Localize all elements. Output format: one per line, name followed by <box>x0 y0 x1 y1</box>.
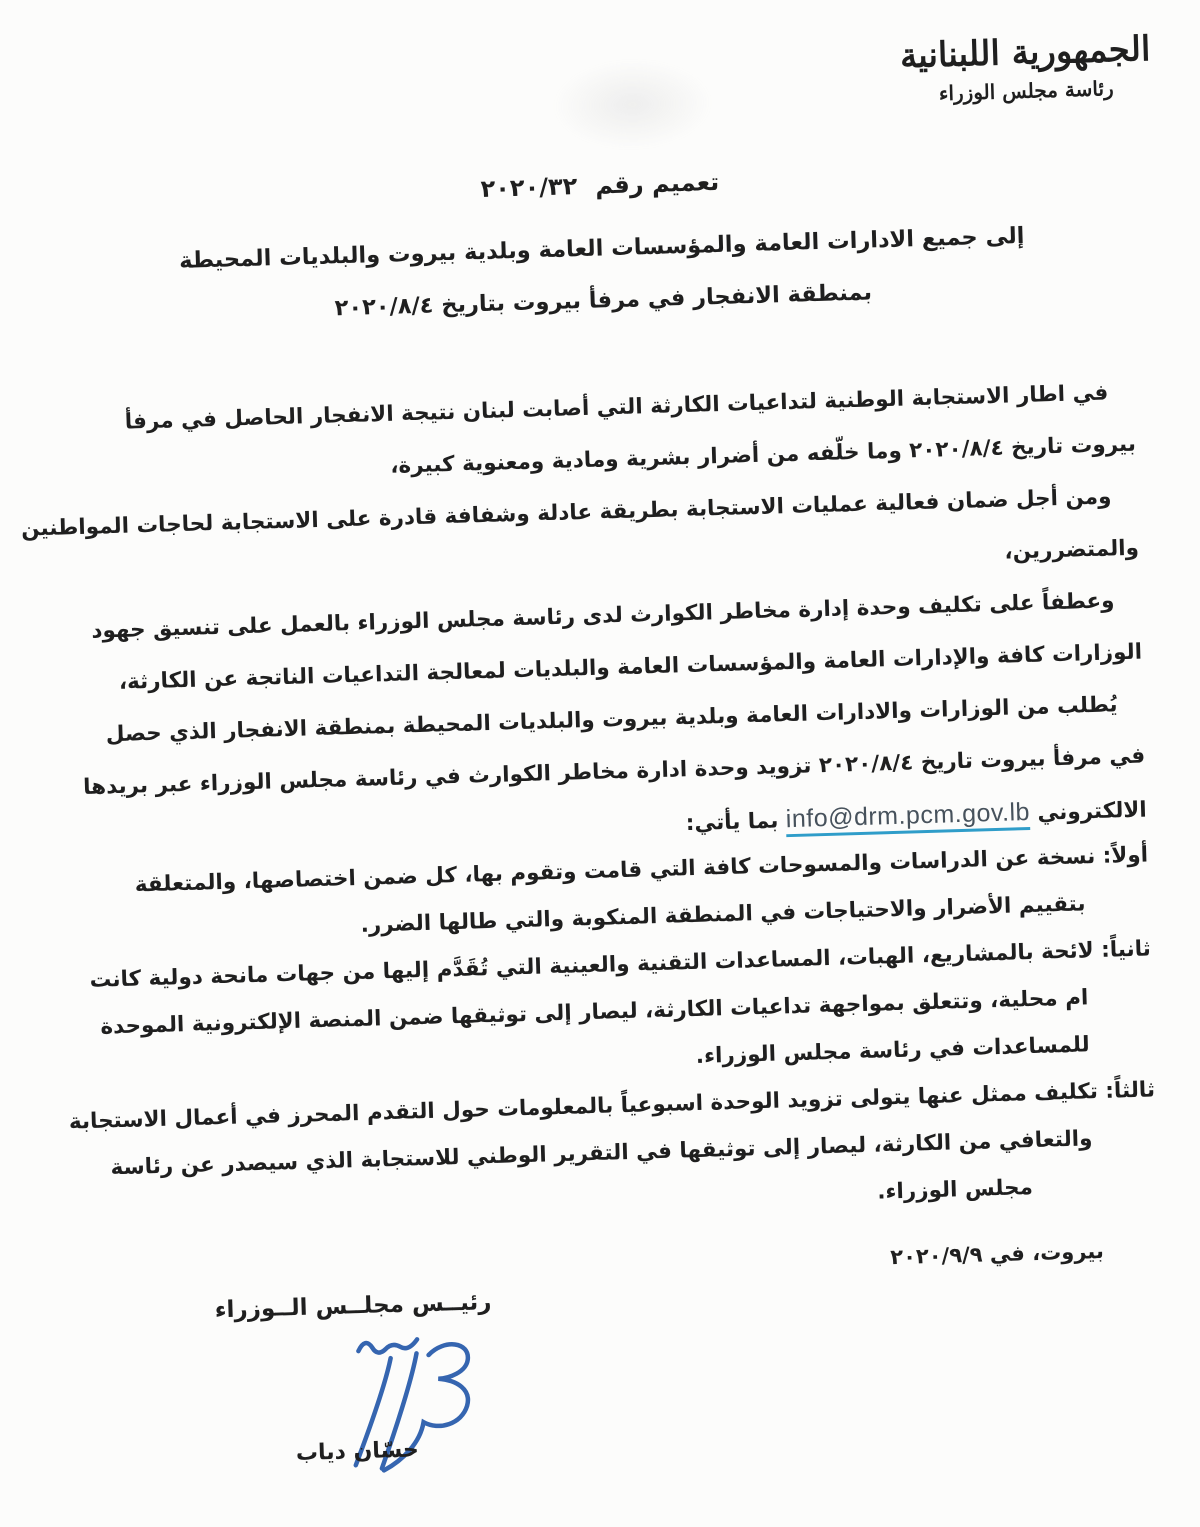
body-line: يُطلب من الوزارات والادارات العامة وبلدية بيروت والبلديات المحيطة بمنطقة الانفجار الذي حصل <box>105 692 1118 748</box>
body-line: في اطار الاستجابة الوطنية لتداعيات الكارثة التي أصابت لبنان نتيجة الانفجار الحاصل في مرفأ <box>124 380 1109 435</box>
body-paragraphs <box>20 367 1148 864</box>
item-first-line: أولاً: نسخة عن الدراسات والمسوحات كافة التي قامت وتقوم بها، كل ضمن اختصاصها، والمتعلقة <box>134 842 1149 898</box>
item-line: للمساعدات في رئاسة مجلس الوزراء. <box>695 1032 1091 1069</box>
item-line: ام محلية، وتتعلق بمواجهة تداعيات الكارثة، ليصار إلى توثيقها ضمن المنصة الإلكترونية الموحدة <box>100 985 1089 1040</box>
signer-title: رئيــس مجلــس الــوزراء <box>214 1289 492 1324</box>
item-third-line: ثالثاً: تكليف ممثل عنها يتولى تزويد الوحدة اسبوعياً بالمعلومات حول التقدم المحرز في أعمال الاستجابة <box>68 1077 1156 1135</box>
item-line: بتقييم الأضرار والاحتياجات في المنطقة المنكوبة والتي طالها الضرر. <box>360 891 1086 938</box>
body-line: والمتضررين، <box>1004 535 1140 565</box>
scan-smudge <box>551 57 714 152</box>
addressee-line-2: بمنطقة الانفجار في مرفأ بيروت بتاريخ ٢٠٢٠/٨/٤ <box>334 279 873 322</box>
circular-number: ٢٠٢٠/٣٢ <box>480 172 578 203</box>
item-second-line: ثانياً: لائحة بالمشاريع، الهبات، المساعدات التقنية والعينية التي تُقَدَّم إليها من جهات مانحة دولية كانت <box>89 936 1152 993</box>
item-line: والتعافي من الكارثة، ليصار إلى توثيقها في التقرير الوطني للاستجابة الذي سيصدر عن رئاسة <box>110 1126 1093 1181</box>
letterhead <box>890 27 1162 107</box>
signer-name: حسّان دياب <box>295 1437 420 1467</box>
addressee-line-1: إلى جميع الادارات العامة والمؤسسات العامة وبلدية بيروت والبلديات المحيطة <box>178 222 1025 274</box>
letterhead-republic: الجمهورية اللبنانية <box>899 29 1151 77</box>
date-place-line: بيروت، في ٢٠٢٠/٩/٩ <box>889 1238 1105 1270</box>
body-line: بيروت تاريخ ٢٠٢٠/٨/٤ وما خلّفه من أضرار بشرية ومادية ومعنوية كبيرة، <box>389 431 1137 479</box>
numbered-items <box>68 831 1159 1236</box>
body-line: في مرفأ بيروت تاريخ ٢٠٢٠/٨/٤ تزويد وحدة ادارة مخاطر الكوارث في رئاسة مجلس الوزراء عبر بريدها <box>82 743 1146 801</box>
email-line-post: بما يأتي: <box>685 808 787 837</box>
item-line: مجلس الوزراء. <box>876 1175 1034 1205</box>
body-line: ومن أجل ضمان فعالية عمليات الاستجابة بطريقة عادلة وشفافة قادرة على الاستجابة لحاجات المواطنين <box>20 484 1112 542</box>
signature-block <box>183 1288 528 1469</box>
circular-title <box>0 154 1200 218</box>
circular-title-label: تعميم رقم <box>594 167 720 200</box>
body-line: الوزارات كافة والإدارات العامة والمؤسسات العامة والبلديات لمعالجة التداعيات الناتجة عن الكارثة، <box>118 639 1143 695</box>
email-line-pre: الالكتروني <box>1029 797 1148 826</box>
body-line: وعطفاً على تكليف وحدة إدارة مخاطر الكوارث لدى رئاسة مجلس الوزراء بالعمل على تنسيق جهود <box>90 588 1115 644</box>
email-link[interactable]: info@drm.pcm.gov.lb <box>785 798 1030 837</box>
letterhead-pcm: رئاسة مجلس الوزراء <box>938 76 1114 106</box>
